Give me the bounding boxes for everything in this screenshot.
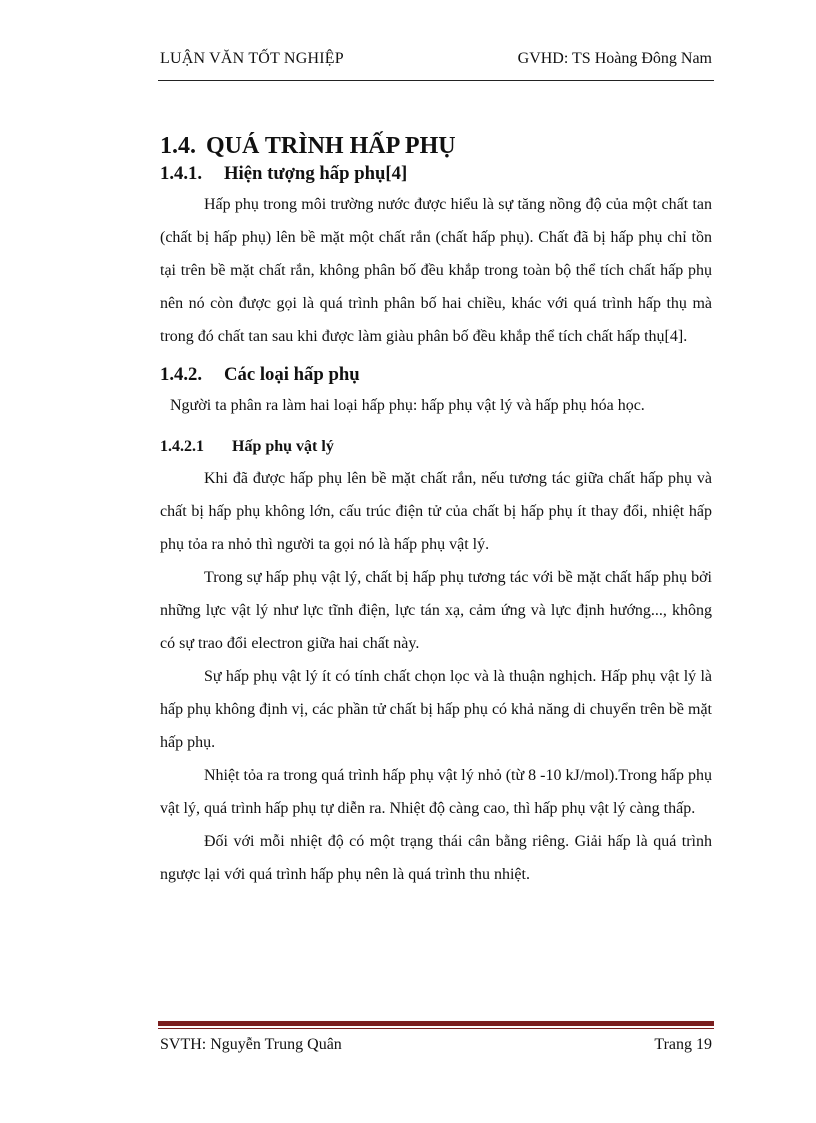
paragraph-physical-4: Nhiệt tỏa ra trong quá trình hấp phụ vật lý nhỏ (từ 8 -10 kJ/mol).Trong hấp phụ vật lý, quá trình hấp phụ tự diễn ra. Nhiệt độ càng cao, thì hấp phụ vật lý càng thấp.: [160, 767, 713, 817]
page-footer: [160, 1036, 712, 1058]
paragraph-physical-5: Đối với mỗi nhiệt độ có một trạng thái cân bằng riêng. Giải hấp là quá trình ngược lại với quá trình hấp phụ nên là quá trình thu nhiệt.: [160, 833, 712, 883]
footer-divider-thick: [158, 1021, 714, 1026]
subsection-number: 1.4.2.1: [160, 438, 204, 455]
subsection-number: 1.4.1.: [160, 163, 203, 184]
page-content: [160, 132, 712, 891]
subsection-heading-1-4-2-1: [160, 432, 712, 462]
header-supervisor: GVHD: TS Hoàng Đông Nam: [517, 50, 712, 67]
header-thesis-title: LUẬN VĂN TỐT NGHIỆP: [160, 50, 344, 67]
footer-divider-thin: [158, 1028, 714, 1029]
subsection-number: 1.4.2.: [160, 364, 203, 385]
subsection-heading-1-4-2: [160, 361, 712, 389]
page-number: Trang 19: [654, 1036, 712, 1053]
header-divider: [158, 80, 714, 81]
subsection-title: Hấp phụ vật lý: [232, 438, 334, 455]
footer-student: SVTH: Nguyễn Trung Quân: [160, 1036, 342, 1053]
paragraph-physical-3: Sự hấp phụ vật lý ít có tính chất chọn lọc và là thuận nghịch. Hấp phụ vật lý là hấp phụ không định vị, các phần tử chất bị hấp phụ có khả năng di chuyển trên bề mặt hấp phụ.: [160, 668, 712, 751]
page-header: [160, 50, 712, 72]
subsection-heading-1-4-1: [160, 160, 712, 188]
paragraph-physical-2: Trong sự hấp phụ vật lý, chất bị hấp phụ tương tác với bề mặt chất hấp phụ bởi những lực vật lý như lực tĩnh điện, lực tán xạ, cảm ứng và lực định hướng..., không có sự trao đổi electron giữa hai chất này.: [160, 569, 712, 652]
paragraph-adsorption-types: Người ta phân ra làm hai loại hấp phụ: hấp phụ vật lý và hấp phụ hóa học.: [170, 397, 645, 414]
section-number: 1.4.: [160, 133, 196, 159]
subsection-title: Các loại hấp phụ: [224, 364, 360, 385]
paragraph-adsorption-definition: Hấp phụ trong môi trường nước được hiểu là sự tăng nồng độ của một chất tan (chất bị hấp phụ) lên bề mặt một chất rắn (chất hấp phụ). Chất đã bị hấp phụ chỉ tồn tại trên bề mặt chất rắn, không phân bố đều khắp trong toàn bộ thể tích chất hấp phụ nên nó còn được gọi là quá trình phân bố hai chiều, khác với quá trình hấp thụ mà trong đó chất tan sau khi được làm giàu phân bố đều khắp thể tích chất hấp thụ[4].: [160, 196, 712, 345]
section-heading: [160, 132, 712, 160]
paragraph-physical-1: Khi đã được hấp phụ lên bề mặt chất rắn, nếu tương tác giữa chất hấp phụ và chất bị hấp phụ không lớn, cấu trúc điện tử của chất bị hấp phụ ít thay đổi, nhiệt hấp phụ tỏa ra nhỏ thì người ta gọi nó là hấp phụ vật lý.: [160, 470, 712, 553]
subsection-title: Hiện tượng hấp phụ[4]: [224, 163, 408, 184]
section-title: QUÁ TRÌNH HẤP PHỤ: [206, 133, 456, 159]
